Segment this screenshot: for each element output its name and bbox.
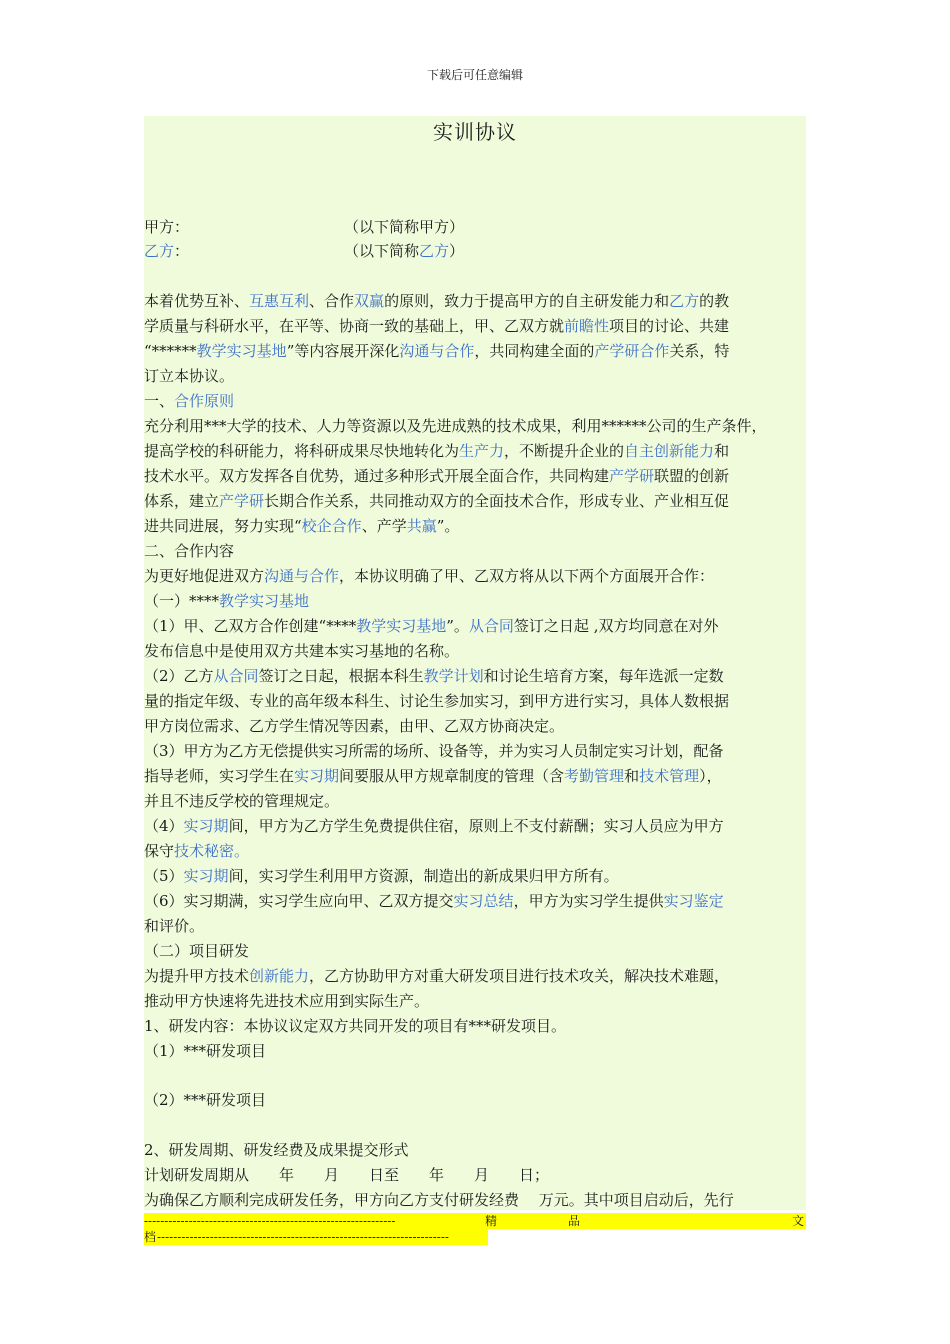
item5 — [144, 864, 619, 888]
para4-line2: 推动甲方快速将先进技术应用到实际生产。 — [144, 992, 430, 1010]
t: 间要服从甲方规章制度的管理（含 — [339, 767, 565, 785]
t: 、产学 — [361, 517, 407, 535]
t: ”。 — [436, 517, 460, 535]
t: （4） — [144, 817, 184, 835]
t: ”等内容展开深化 — [286, 342, 400, 360]
link-shixiqi[interactable]: 实习期 — [183, 867, 229, 885]
t: 联盟的创新 — [654, 467, 730, 485]
link-chuangxin-nengli[interactable]: 创新能力 — [249, 967, 310, 985]
item4-line1 — [144, 814, 724, 838]
party-a-line — [144, 215, 189, 239]
t: 技术水平。双方发挥各自优势，通过多种形式开展全面合作，共同构建 — [144, 467, 610, 485]
t: 、合作 — [309, 292, 355, 310]
research-content: 1、研发内容：本协议议定双方共同开发的项目有***研发项目。 — [144, 1017, 567, 1035]
para4-line1 — [144, 964, 729, 988]
t: ，本协议明确了甲、乙双方将从以下两个方面展开合作： — [339, 567, 715, 585]
item2-line3: 甲方岗位需求、乙方学生情况等因素，由甲、乙双方协商决定。 — [144, 717, 565, 735]
para2-line2 — [144, 439, 729, 463]
t: ，不断提升企业的 — [504, 442, 625, 460]
t: “****** — [144, 342, 197, 360]
t: 长期合作关系，共同推动双方的全面技术合作，形成专业、产业相互促 — [264, 492, 730, 510]
research-item-1: （1）***研发项目 — [144, 1042, 267, 1060]
t: 和 — [624, 767, 640, 785]
link-shixi-zongjie[interactable]: 实习总结 — [453, 892, 514, 910]
t: 为更好地促进双方 — [144, 567, 265, 585]
link-jishu-mimi[interactable]: 技术秘密 — [174, 842, 235, 860]
party-b-link[interactable]: 乙方 — [144, 242, 175, 260]
party-b-colon: ： — [174, 242, 190, 260]
t: 提高学校的科研能力，将科研成果尽快地转化为 — [144, 442, 460, 460]
link-chanxueyan-hezuo[interactable]: 产学研合作 — [594, 342, 670, 360]
t: （2）乙方 — [144, 667, 214, 685]
t: （一）**** — [144, 592, 220, 610]
para1-line2 — [144, 314, 729, 338]
link-shixiqi[interactable]: 实习期 — [183, 817, 229, 835]
link-shixiqi[interactable]: 实习期 — [294, 767, 340, 785]
research-period: 计划研发周期从 年 月 日至 年 月 日； — [144, 1166, 550, 1184]
t: （1）甲、乙双方合作创建“**** — [144, 617, 357, 635]
t: （6）实习期满，实习学生应向甲、乙双方提交 — [144, 892, 454, 910]
item3-line2 — [144, 764, 722, 788]
link-yifang[interactable]: 乙方 — [669, 292, 700, 310]
footer-dashes-1: -------------------------------------------------------------- — [144, 1214, 396, 1228]
para1-line3 — [144, 339, 729, 363]
link-jishu-guanli[interactable]: 技术管理 — [639, 767, 700, 785]
t: （5） — [144, 867, 184, 885]
link-qianzhanxing[interactable]: 前瞻性 — [564, 317, 610, 335]
t: 间，实习学生利用甲方资源，制造出的新成果归甲方所有。 — [228, 867, 619, 885]
link-jiaoxue-shixi-jidi[interactable]: 教学实习基地 — [356, 617, 447, 635]
section1-heading — [144, 389, 234, 413]
link-chanxueyan[interactable]: 产学研 — [219, 492, 265, 510]
t: 一、 — [144, 392, 175, 410]
t: 为提升甲方技术 — [144, 967, 250, 985]
link-jiaoxue-shixi-jidi[interactable]: 教学实习基地 — [219, 592, 310, 610]
party-b-note-post: ） — [449, 242, 465, 260]
item3-line3: 并且不违反学校的管理规定。 — [144, 792, 340, 810]
t: 本着优势互补、 — [144, 292, 250, 310]
link-jiaoxue-shixi-jidi[interactable]: 教学实习基地 — [196, 342, 287, 360]
t: 学质量与科研水平，在平等、协商一致的基础上，甲、乙双方就 — [144, 317, 565, 335]
link-kaoqin-guanli[interactable]: 考勤管理 — [564, 767, 625, 785]
party-b-note — [344, 239, 464, 263]
para2-line3 — [144, 464, 729, 488]
item1-line1 — [144, 614, 718, 638]
link-gongying[interactable]: 共赢 — [406, 517, 437, 535]
t: ”。 — [446, 617, 469, 635]
para2-line5 — [144, 514, 459, 538]
party-a-label: 甲方： — [144, 218, 190, 236]
t: 指导老师，实习学生在 — [144, 767, 295, 785]
t: 体系，建立 — [144, 492, 220, 510]
link-shengchanli[interactable]: 生产力 — [459, 442, 505, 460]
party-b-note-pre: （以下简称 — [344, 242, 420, 260]
party-a-note: （以下简称甲方） — [344, 218, 465, 236]
item6-line1 — [144, 889, 724, 913]
t: 保守 — [144, 842, 175, 860]
research-item-2: （2）***研发项目 — [144, 1091, 267, 1109]
footer-dang: 档 — [144, 1230, 157, 1244]
party-b-line — [144, 239, 189, 263]
item6-line2: 和评价。 — [144, 917, 205, 935]
section2-heading: 二、合作内容 — [144, 542, 235, 560]
t: 。 — [234, 842, 250, 860]
link-hezuo-yuanze[interactable]: 合作原则 — [174, 392, 235, 410]
t: 的原则，致力于提高甲方的自主研发能力和 — [384, 292, 670, 310]
header-note: 下载后可任意编辑 — [426, 68, 523, 82]
t: 和讨论生培育方案，每年选派一定数 — [483, 667, 724, 685]
t: 项目的讨论、共建 — [609, 317, 730, 335]
item3-line1: （3）甲方为乙方无偿提供实习所需的场所、设备等，并为实习人员制定实习计划，配备 — [144, 742, 724, 760]
link-xiaoqi-hezuo[interactable]: 校企合作 — [301, 517, 362, 535]
t: 关系，特 — [669, 342, 730, 360]
link-zizhu-chuangxin[interactable]: 自主创新能力 — [624, 442, 715, 460]
t: ，甲方为实习学生提供 — [513, 892, 664, 910]
link-goutong-hezuo[interactable]: 沟通与合作 — [399, 342, 475, 360]
t: ）， — [699, 767, 722, 785]
t: ，乙方协助甲方对重大研发项目进行技术攻关，解决技术难题， — [309, 967, 730, 985]
t: 签订之日起，根据本科生 — [258, 667, 424, 685]
link-shuangying[interactable]: 双赢 — [354, 292, 385, 310]
t: 间，甲方为乙方学生免费提供住宿，原则上不支付薪酬；实习人员应为甲方 — [228, 817, 724, 835]
item2-line2: 量的指定年级、专业的高年级本科生、讨论生参加实习，到甲方进行实习，具体人数根据 — [144, 692, 730, 710]
research-period-heading: 2、研发周期、研发经费及成果提交形式 — [144, 1141, 409, 1159]
link-chanxueyan[interactable]: 产学研 — [609, 467, 655, 485]
t: 和 — [714, 442, 730, 460]
t: 签订之日起 ,双方均同意在对外 — [513, 617, 719, 635]
research-fund: 为确保乙方顺利完成研发任务，甲方向乙方支付研发经费 万元。其中项目启动后，先行 — [144, 1191, 734, 1209]
t: ，共同构建全面的 — [474, 342, 595, 360]
subsection-1-heading — [144, 589, 309, 613]
link-cong-hetong[interactable]: 从合同 — [468, 617, 514, 635]
item1-line2: 发布信息中是使用双方共建本实习基地的名称。 — [144, 642, 460, 660]
para3 — [144, 564, 714, 588]
item4-line2 — [144, 839, 249, 863]
footer-wen: 文 — [792, 1214, 805, 1228]
link-cong-hetong[interactable]: 从合同 — [213, 667, 259, 685]
subsection-2-heading: （二）项目研发 — [144, 942, 250, 960]
para1-line4: 订立本协议。 — [144, 367, 235, 385]
para1-line1 — [144, 289, 729, 313]
footer-dashes-2: ------------------------------------------------------------------------ — [157, 1230, 449, 1244]
footer-jing: 精 — [485, 1214, 498, 1228]
document-title: 实训协议 — [433, 120, 517, 144]
item2-line1 — [144, 664, 724, 688]
footer-pin: 品 — [568, 1214, 581, 1228]
para2-line1: 充分利用***大学的技术、人力等资源以及先进成熟的技术成果，利用******公司的生产条件， — [144, 417, 767, 435]
link-huihuhuli[interactable]: 互惠互利 — [249, 292, 310, 310]
t: 进共同进展，努力实现“ — [144, 517, 302, 535]
link-shixi-jianding[interactable]: 实习鉴定 — [663, 892, 724, 910]
link-jiaoxue-jihua[interactable]: 教学计划 — [423, 667, 484, 685]
link-goutong-hezuo[interactable]: 沟通与合作 — [264, 567, 340, 585]
party-b-note-link[interactable]: 乙方 — [419, 242, 450, 260]
t: 的教 — [699, 292, 730, 310]
para2-line4 — [144, 489, 729, 513]
